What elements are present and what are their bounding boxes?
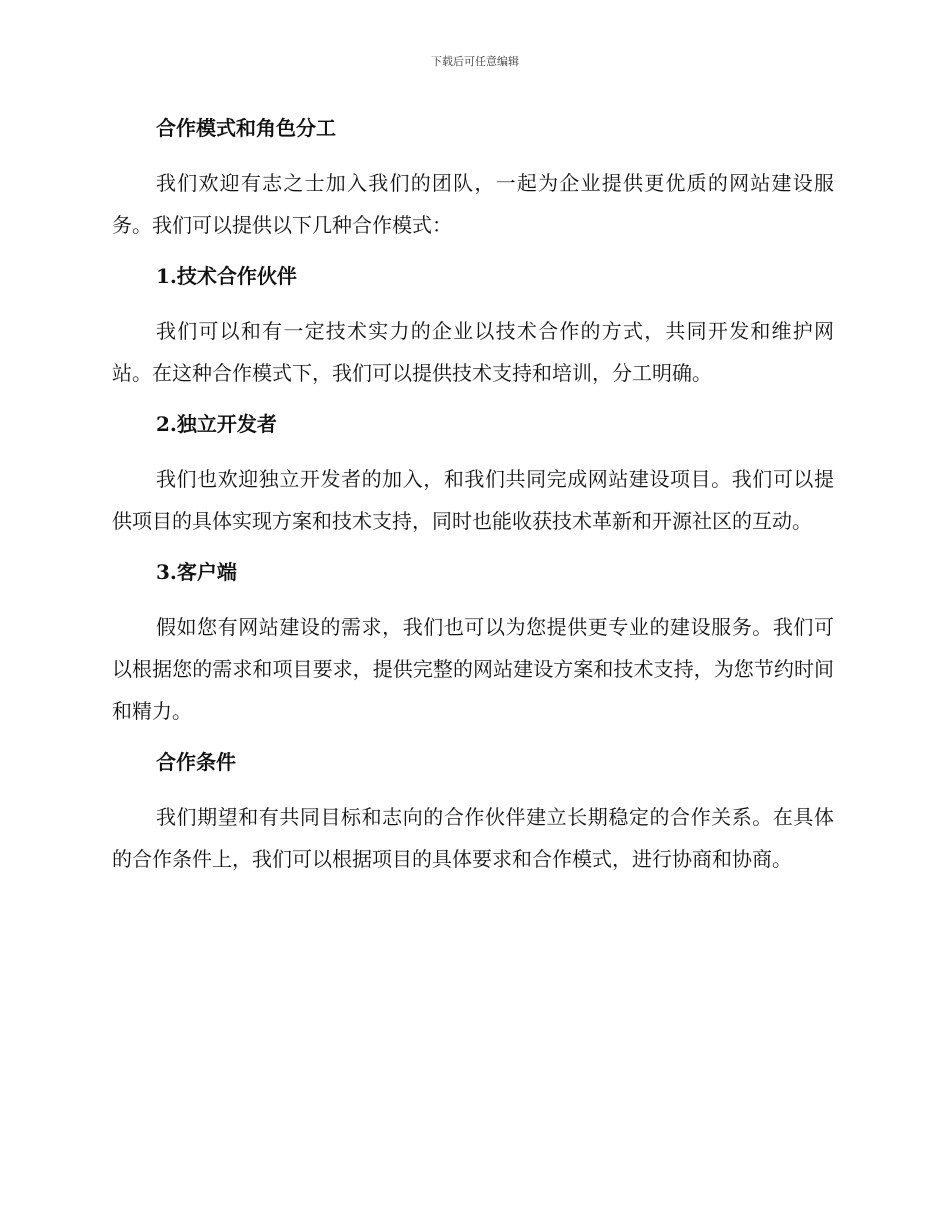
document-body — [112, 108, 834, 890]
section-heading-technical-partner: 1.技术合作伙伴 — [156, 264, 297, 288]
paragraph-independent-developer: 我们也欢迎独立开发者的加入，和我们共同完成网站建设项目。我们可以提供项目的具体实现方案和技术支持，同时也能收获技术革新和开源社区的互动。 — [112, 467, 834, 533]
section-heading-client: 3.客户端 — [156, 560, 237, 584]
paragraph-intro: 我们欢迎有志之士加入我们的团队，一起为企业提供更优质的网站建设服务。我们可以提供以下几种合作模式： — [112, 171, 834, 237]
section-heading-cooperation-conditions: 合作条件 — [156, 750, 236, 774]
running-header: 下载后可任意编辑 — [431, 55, 519, 68]
section-heading-independent-developer: 2.独立开发者 — [156, 412, 277, 436]
paragraph-client: 假如您有网站建设的需求，我们也可以为您提供更专业的建设服务。我们可以根据您的需求和项目要求，提供完整的网站建设方案和技术支持，为您节约时间和精力。 — [112, 615, 834, 723]
section-heading-cooperation-modes: 合作模式和角色分工 — [156, 116, 336, 140]
paragraph-technical-partner: 我们可以和有一定技术实力的企业以技术合作的方式，共同开发和维护网站。在这种合作模式下，我们可以提供技术支持和培训，分工明确。 — [112, 319, 834, 385]
paragraph-cooperation-conditions: 我们期望和有共同目标和志向的合作伙伴建立长期稳定的合作关系。在具体的合作条件上，我们可以根据项目的具体要求和合作模式，进行协商和协商。 — [112, 805, 834, 871]
